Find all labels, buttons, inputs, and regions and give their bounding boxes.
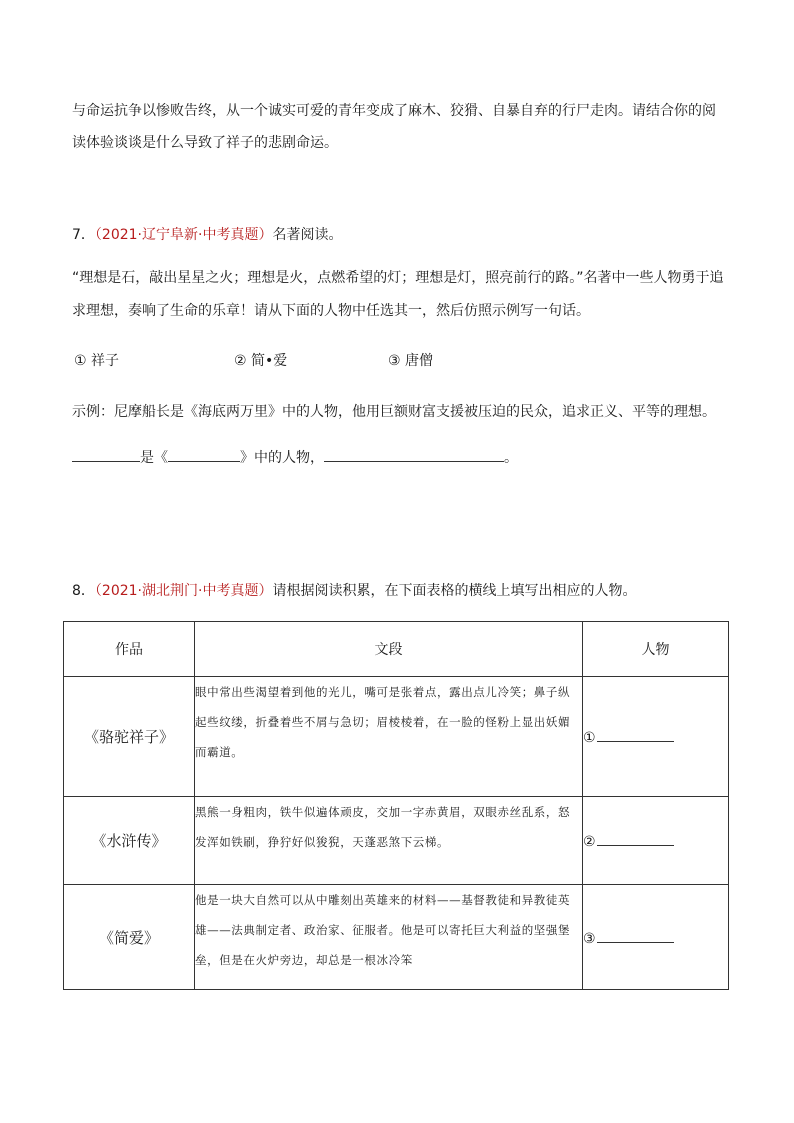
answer-blank[interactable]	[597, 928, 674, 943]
table-row	[64, 797, 729, 885]
blank-book[interactable]	[168, 447, 240, 462]
work-title: 《水浒传》	[64, 797, 195, 885]
question-8-title: 请根据阅读积累，在下面表格的横线上填写出相应的人物。	[272, 583, 637, 599]
question-7-text-2: 求理想，奏响了生命的乐章！请从下面的人物中任选其一，然后仿照示例写一句话。	[72, 303, 590, 319]
fill-text-end: 。	[504, 450, 518, 466]
work-title: 《骆驼祥子》	[64, 677, 195, 797]
header-excerpt: 文段	[195, 622, 583, 677]
excerpt-text: 他是一块大自然可以从中雕刻出英雄来的材料——基督教徒和异教徒英雄——法典制定者、政治家、征服者。他是可以寄托巨大利益的坚强堡垒，但是在火炉旁边，却总是一根冰冷笨	[195, 885, 583, 990]
question-8-number: 8．	[72, 583, 95, 599]
answer-cell	[583, 885, 729, 990]
table-row	[64, 885, 729, 990]
answer-blank[interactable]	[597, 831, 674, 846]
fill-text-shi: 是《	[140, 450, 168, 466]
question-7-text-1: “理想是石，敲出星星之火；理想是火，点燃希望的灯；理想是灯，照亮前行的路。”名著中一些人物勇于追	[72, 270, 724, 286]
question-7-source: （2021·辽宁阜新·中考真题）	[94, 227, 273, 243]
table-row	[64, 677, 729, 797]
header-character: 人物	[583, 622, 729, 677]
question-7-heading	[72, 225, 342, 245]
question-7-example: 示例：尼摩船长是《海底两万里》中的人物，他用巨额财富支援被压迫的民众，追求正义、平等的理想。	[72, 404, 716, 420]
option-2: ② 简•爱	[234, 353, 288, 369]
answer-marker: ③	[583, 930, 596, 947]
question-7-title: 名著阅读。	[272, 227, 343, 243]
intro-line-1: 与命运抗争以惨败告终，从一个诚实可爱的青年变成了麻木、狡猾、自暴自弃的行尸走肉。请结合你的阅	[72, 103, 716, 119]
answer-blank[interactable]	[597, 727, 674, 742]
work-title: 《简爱》	[64, 885, 195, 990]
table-header-row	[64, 622, 729, 677]
answer-marker: ②	[583, 834, 596, 850]
header-work: 作品	[64, 622, 195, 677]
option-3: ③ 唐僧	[388, 353, 434, 369]
question-7-fill-line	[72, 447, 518, 468]
reading-table	[63, 621, 729, 990]
fill-text-mid: 》中的人物，	[240, 450, 324, 466]
excerpt-text: 黑熊一身粗肉，铁牛似遍体顽皮，交加一字赤黄眉，双眼赤丝乱系，怒发浑如铁刷，狰狞好似狻猊，天蓬恶煞下云梯。	[195, 797, 583, 885]
question-8-source: （2021·湖北荆门·中考真题）	[94, 583, 273, 599]
blank-character[interactable]	[72, 447, 140, 462]
answer-cell	[583, 677, 729, 797]
option-1: ① 祥子	[74, 353, 120, 369]
question-8-heading	[72, 581, 636, 601]
excerpt-text: 眼中常出些渴望着到他的光儿，嘴可是张着点，露出点儿冷笑；鼻子纵起些纹缕，折叠着些不屑与急切；眉棱棱着，在一脸的怪粉上显出妖媚而霸道。	[195, 677, 583, 797]
blank-sentence[interactable]	[324, 447, 504, 462]
answer-cell	[583, 797, 729, 885]
answer-marker: ①	[583, 730, 596, 746]
intro-line-2: 读体验谈谈是什么导致了祥子的悲剧命运。	[72, 135, 338, 151]
question-7-number: 7．	[72, 227, 95, 243]
